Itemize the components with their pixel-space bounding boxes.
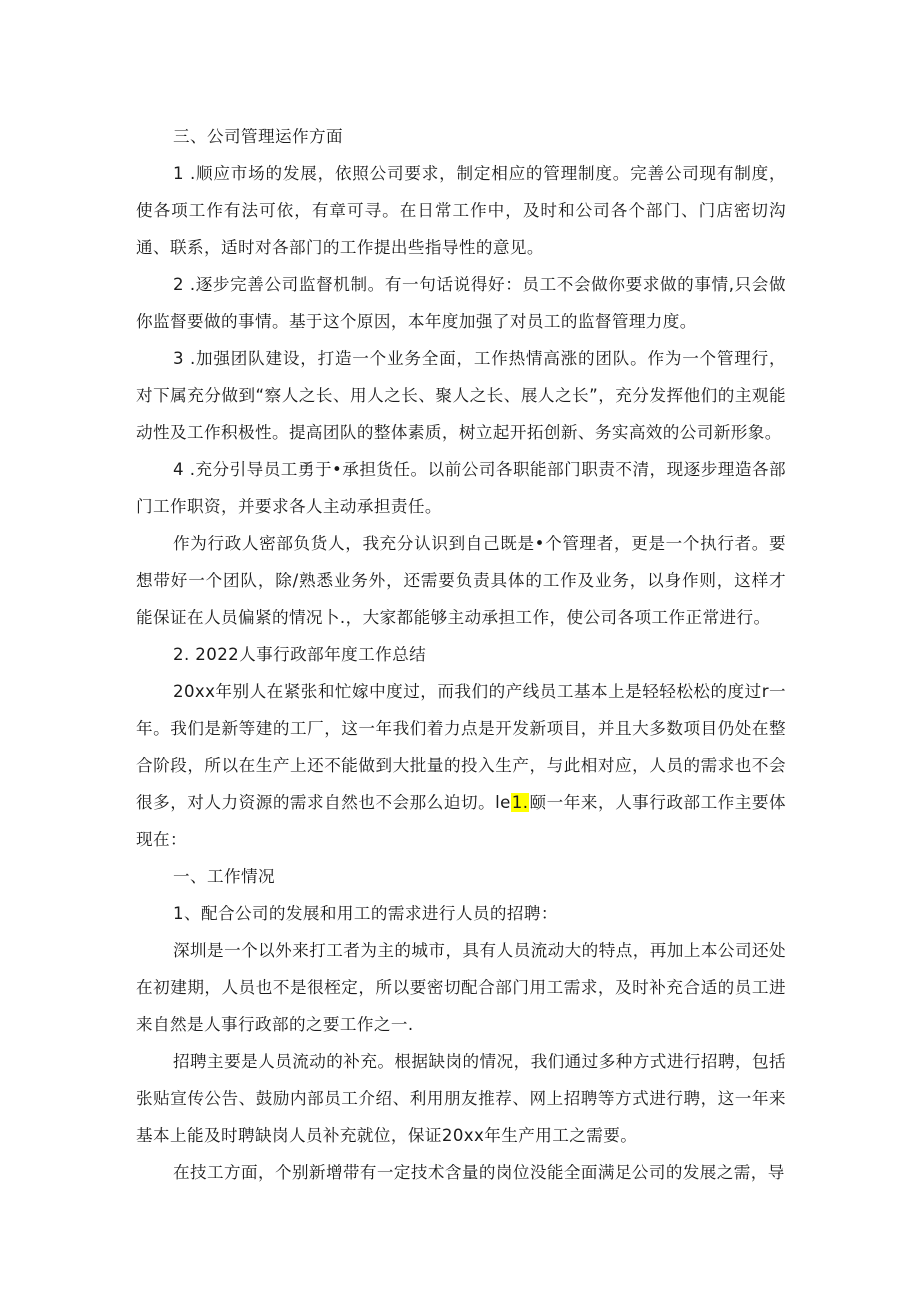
paragraph-item-2: 2 .逐步完善公司监督机制。有一句话说得好：员工不会做你要求做的事情,只会做你监督要做的事情。基于这个原因，本年度加强了对员工的监督管理力度。 (136, 275, 786, 331)
paragraph-year-overview (136, 673, 786, 858)
section-heading-management: 三、公司管理运作方面 (173, 127, 343, 146)
paragraph-role: 作为行政人密部负货人，我充分认识到自己既是•个管理者，更是一个执行者。要想带好一个团队，除/熟悉业务外，还需要负责具体的工作及业务，以身作则，这样才能保证在人员偏紧的情况卜.，大家都能够主动承担工作，使公司各项工作正常进行。 (136, 534, 786, 627)
document-page (136, 118, 786, 1191)
paragraph-recruitment: 招聘主要是人员流动的补充。根据缺岗的情况，我们通过多种方式进行招聘，包括张贴宣传公告、鼓励内部员工介绍、利用朋友推荐、网上招聘等方式进行聘，这一年来基本上能及时聘缺岗人员补充就位，保证20xx年生产用工之需要。 (136, 1052, 786, 1145)
overview-text-before: 20xx年别人在紧张和忙嫁中度过，而我们的产线员工基本上是轻轻松松的度过r一年。我们是新等建的工厂，这一年我们着力点是开发新项目，并且大多数项目仍处在整合阶段，所以在生产上还不能做到大批量的投入生产，与此相对应，人员的需求也不会很多，对人力资源的需求自然也不会那么迫切。le (136, 682, 786, 812)
paragraph-technicians: 在技工方面，个别新增带有一定技术含量的岗位没能全面满足公司的发展之需，导 (173, 1163, 785, 1182)
section-heading-work: 一、工作情况 (173, 867, 275, 886)
overview-text-after: 颐一年来，人事行政部工作主要体现在： (136, 793, 786, 849)
paragraph-item-4: 4 .充分引导员工勇于•承担货任。以前公司各职能部门职责不清，现逐步理造各部门工作职资，并要求各人主动承担责任。 (136, 460, 786, 516)
section-heading-summary: 2. 2022人事行政部年度工作总结 (173, 645, 427, 664)
paragraph-item-3: 3 .加强团队建设，打造一个业务全面，工作热情高涨的团队。作为一个管理行，对下属充分做到“察人之长、用人之长、聚人之长、展人之长”，充分发挥他们的主观能动性及工作积极性。提高团队的整体素质，树立起开拓创新、务实高效的公司新形象。 (136, 349, 786, 442)
paragraph-shenzhen: 深圳是一个以外来打工者为主的城市，具有人员流动大的特点，再加上本公司还处在初建期，人员也不是很桎定，所以要密切配合部门用工需求，及时补充合适的员工进来自然是人事行政部的之要工作之一. (136, 941, 786, 1034)
paragraph-item-1: 1 .顺应市场的发展，依照公司要求，制定相应的管理制度。完善公司现有制度，使各项工作有法可依，有章可寻。在日常工作中，及时和公司各个部门、门店密切沟通、联系，适时对各部门的工作提出些指导性的意见。 (136, 164, 786, 257)
highlighted-text: 1. (511, 793, 529, 812)
subheading-recruitment: 1、配合公司的发展和用工的需求进行人员的招聘： (173, 904, 558, 923)
